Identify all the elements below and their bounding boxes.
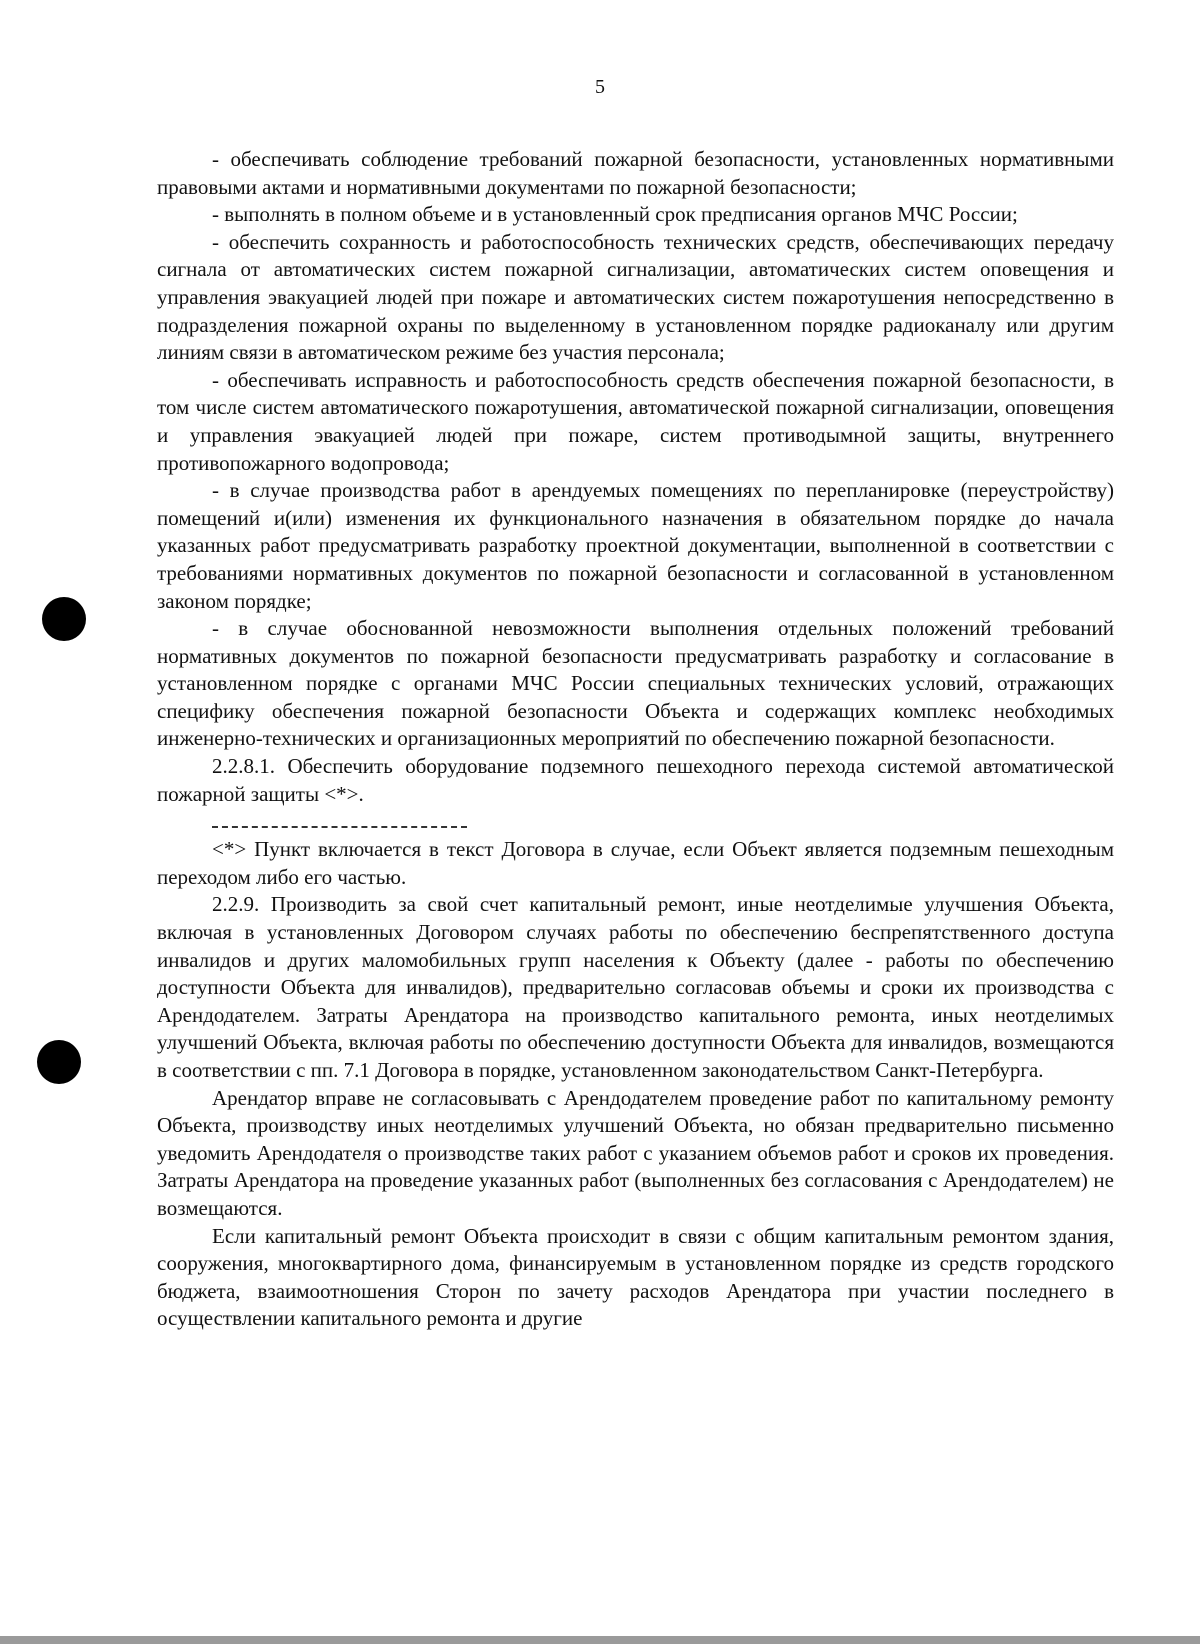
document-body bbox=[157, 146, 1114, 1333]
paragraph: - в случае обоснованной невозможности выполнения отдельных положений требований нормативных документов по пожарной безопасности предусматривать разработку и согласование в установленном порядке с органами МЧС России специальных технических условий, отражающих специфику обеспечения пожарной безопасности Объекта и содержащих комплекс необходимых инженерно-технических и организационных мероприятий по обеспечению пожарной безопасности. bbox=[157, 616, 1114, 751]
paragraph: - обеспечивать исправность и работоспособность средств обеспечения пожарной безопасности, в том числе систем автоматического пожаротушения, автоматической пожарной сигнализации, оповещения и управления эвакуацией людей при пожаре, систем противодымной защиты, внутреннего противопожарного водопровода; bbox=[157, 367, 1114, 475]
footnote: <*> Пункт включается в текст Договора в случае, если Объект является подземным пешеходным переходом либо его частью. bbox=[157, 837, 1114, 889]
paragraph: - обеспечивать соблюдение требований пожарной безопасности, установленных нормативными правовыми актами и нормативными документами по пожарной безопасности; bbox=[157, 147, 1114, 199]
paragraph: Арендатор вправе не согласовывать с Арендодателем проведение работ по капитальному ремонту Объекта, производству иных неотделимых улучшений Объекта, но обязан предварительно письменно уведомить Арендодателя о производстве таких работ с указанием объемов работ и сроков их проведения. Затраты Арендатора на проведение указанных работ (выполненных без согласования с Арендодателем) не возмещаются. bbox=[157, 1085, 1114, 1220]
paragraph: 2.2.9. Производить за свой счет капитальный ремонт, иные неотделимые улучшения Объекта, включая в установленных Договором случаях работы по обеспечению беспрепятственного доступа инвалидов и других маломобильных групп населения к Объекту (далее - работы по обеспечению доступности Объекта для инвалидов), предварительно согласовав объемы и сроки их производства с Арендодателем. Затраты Арендатора на производство капитального ремонта, иных неотделимых улучшений Объекта, включая работы по обеспечению доступности Объекта для инвалидов, возмещаются в соответствии с пп. 7.1 Договора в порядке, установленном законодательством Санкт-Петербурга. bbox=[157, 892, 1114, 1082]
punch-hole-mark bbox=[37, 1040, 81, 1084]
scan-bottom-edge bbox=[0, 1636, 1200, 1644]
punch-hole-mark bbox=[42, 597, 86, 641]
paragraph: - в случае производства работ в арендуемых помещениях по перепланировке (переустройству) помещений и(или) изменения их функционального назначения в обязательном порядке до начала указанных работ предусматривать разработку проектной документации, выполненной в соответствии с требованиями нормативных документов по пожарной безопасности и согласованной в установленном законом порядке; bbox=[157, 478, 1114, 613]
page-number: 5 bbox=[595, 76, 605, 98]
paragraph: Если капитальный ремонт Объекта происходит в связи с общим капитальным ремонтом здания, сооружения, многоквартирного дома, финансируемым в установленном порядке из средств городского бюджета, взаимоотношения Сторон по зачету расходов Арендатора при участии последнего в осуществлении капитального ремонта и другие bbox=[157, 1223, 1114, 1331]
paragraph: - обеспечить сохранность и работоспособность технических средств, обеспечивающих передачу сигнала от автоматических систем пожарной сигнализации, автоматических систем оповещения и управления эвакуацией людей при пожаре и автоматических систем пожаротушения непосредственно в подразделения пожарной охраны по выделенному в установленном порядке радиоканалу или другим линиям связи в автоматическом режиме без участия персонала; bbox=[157, 229, 1114, 365]
footnote-separator bbox=[212, 814, 467, 828]
paragraph: 2.2.8.1. Обеспечить оборудование подземного пешеходного перехода системой автоматической пожарной защиты <*>. bbox=[157, 754, 1114, 806]
paragraph: - выполнять в полном объеме и в установленный срок предписания органов МЧС России; bbox=[212, 202, 1018, 227]
